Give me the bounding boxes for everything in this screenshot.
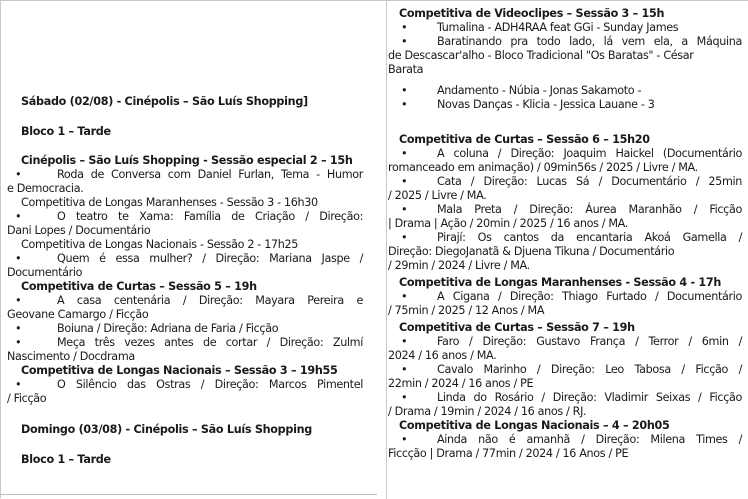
bullet-icon: • [401, 231, 408, 244]
list-item: • Pirají: Os cantos da encantaria Akoá Gamella / [387, 231, 742, 245]
list-item-continuation: Ficcção | Drama / 77min / 2024 / 16 Anos / PE [388, 447, 629, 460]
list-item-continuation: 2024 / 16 anos / MA. [388, 349, 497, 362]
bullet-icon: • [15, 252, 22, 265]
list-item: • Quem é essa mulher? / Direção: Mariana Jaspe / [1, 252, 363, 266]
list-item: • O teatro te Xama: Família de Criação / Direção: [1, 210, 363, 224]
session-heading: Competitiva de Longas Nacionais – Sessão 3 – 19h55 [21, 364, 338, 377]
list-item-continuation: | Drama | Ação / 20min / 2025 / 16 anos / MA. [388, 217, 628, 230]
bullet-icon: • [401, 175, 408, 188]
bullet-icon: • [401, 335, 408, 348]
bullet-icon: • [15, 336, 22, 349]
bullet-icon: • [15, 168, 22, 181]
list-item: • Cavalo Marinho / Direção: Leo Tabosa / Ficção / [387, 363, 742, 377]
list-item: • Faro / Direção: Gustavo França / Terror / 6min / [387, 335, 742, 349]
list-item: • Baratinando pra todo lado, lá vem ela, a Máquina [387, 35, 742, 49]
bullet-icon: • [401, 84, 408, 97]
bullet-icon: • [15, 294, 22, 307]
bullet-icon: • [401, 21, 408, 34]
list-item: • Boiuna / Direção: Adriana de Faria / Ficção [1, 322, 363, 336]
list-item: • Roda de Conversa com Daniel Furlan, Tema - Humor [1, 168, 363, 182]
block-heading: Bloco 1 – Tarde [21, 125, 111, 138]
list-item-continuation: Nascimento / Docdrama [7, 350, 135, 363]
list-item-continuation: romanceado em animação) / 09min56s / 2025 / Livre / MA. [388, 161, 698, 174]
list-item: • A casa centenária / Direção: Mayara Pereira e [1, 294, 363, 308]
list-item-continuation: de Descascar'alho - Bloco Tradicional "Os Baratas" - César [388, 49, 694, 62]
subsession-line: Competitiva de Longas Nacionais - Sessão 2 - 17h25 [21, 238, 299, 251]
right-column [386, 1, 742, 499]
list-item: • Cata / Direção: Lucas Sá / Documentário / 25min [387, 175, 742, 189]
list-item-continuation: Barata [388, 63, 424, 76]
list-item-continuation: / 2025 / Livre / MA. [388, 189, 487, 202]
list-item-continuation: / 29min / 2024 / Livre / MA. [388, 259, 530, 272]
bullet-icon: • [401, 433, 408, 446]
bullet-icon: • [15, 378, 22, 391]
list-item-continuation: Documentário [7, 266, 83, 279]
list-item: • Tumalina - ADH4RAA feat GGi - Sunday James [387, 21, 742, 35]
bullet-icon: • [15, 322, 22, 335]
list-item-continuation: Direção: DiegoJanatã & Djuena Tikuna / Documentário [388, 245, 675, 258]
bullet-icon: • [401, 98, 408, 111]
list-item-continuation: Geovane Camargo / Ficção [7, 308, 149, 321]
list-item: • Meça três vezes antes de cortar / Direção: Zulmí [1, 336, 363, 350]
list-item: • A coluna / Direção: Joaquim Haickel (Documentário [387, 147, 742, 161]
session-heading: Competitiva de Longas Maranhenses - Sessão 4 - 17h [399, 276, 722, 289]
bottom-rule [1, 494, 377, 495]
list-item-continuation: e Democracia. [7, 182, 84, 195]
list-item: • Mala Preta / Direção: Áurea Maranhão / Ficção [387, 203, 742, 217]
list-item: • Andamento - Núbia - Jonas Sakamoto - [387, 84, 742, 98]
day-heading-saturday: Sábado (02/08) - Cinépolis – São Luís Shopping] [21, 95, 308, 108]
bullet-icon: • [15, 210, 22, 223]
bullet-icon: • [401, 147, 408, 160]
list-item-continuation: / 75min / 2025 / 12 Anos / MA [388, 304, 545, 317]
list-item: • O Silêncio das Ostras / Direção: Marcos Pimentel [1, 378, 363, 392]
bullet-icon: • [401, 35, 408, 48]
session-heading: Competitiva de Longas Nacionais – 4 – 20h05 [399, 419, 670, 432]
list-item-continuation: / Ficção [7, 392, 47, 405]
list-item-continuation: Dani Lopes / Documentário [7, 224, 151, 237]
list-item-continuation: / Drama / 19min / 2024 / 16 anos / RJ. [388, 405, 587, 418]
bullet-icon: • [401, 203, 408, 216]
subsession-line: Competitiva de Longas Maranhenses - Sessão 3 - 16h30 [21, 196, 318, 209]
session-heading: Competitiva de Curtas – Sessão 7 – 19h [399, 321, 635, 334]
list-item: • A Cigana / Direção: Thiago Furtado / Documentário [387, 290, 742, 304]
day-heading-sunday: Domingo (03/08) - Cinépolis – São Luís Shopping [21, 423, 313, 436]
list-item: • Novas Danças - Klicia - Jessica Lauane - 3 [387, 98, 742, 112]
block-heading: Bloco 1 – Tarde [21, 453, 111, 466]
session-heading: Competitiva de Curtas – Sessão 6 – 15h20 [399, 133, 650, 146]
bullet-icon: • [401, 290, 408, 303]
bullet-icon: • [401, 363, 408, 376]
list-item: • Ainda não é amanhã / Direção: Milena Times / [387, 433, 742, 447]
list-item: • Linda do Rosário / Direção: Vladimir Seixas / Ficção [387, 391, 742, 405]
session-heading: Cinépolis – São Luís Shopping - Sessão especial 2 – 15h [21, 154, 353, 167]
list-item-continuation: 22min / 2024 / 16 anos / PE [388, 377, 534, 390]
bullet-icon: • [401, 391, 408, 404]
session-heading: Competitiva de Curtas – Sessão 5 – 19h [21, 280, 257, 293]
session-heading: Competitiva de Videoclipes – Sessão 3 – 15h [399, 7, 665, 20]
